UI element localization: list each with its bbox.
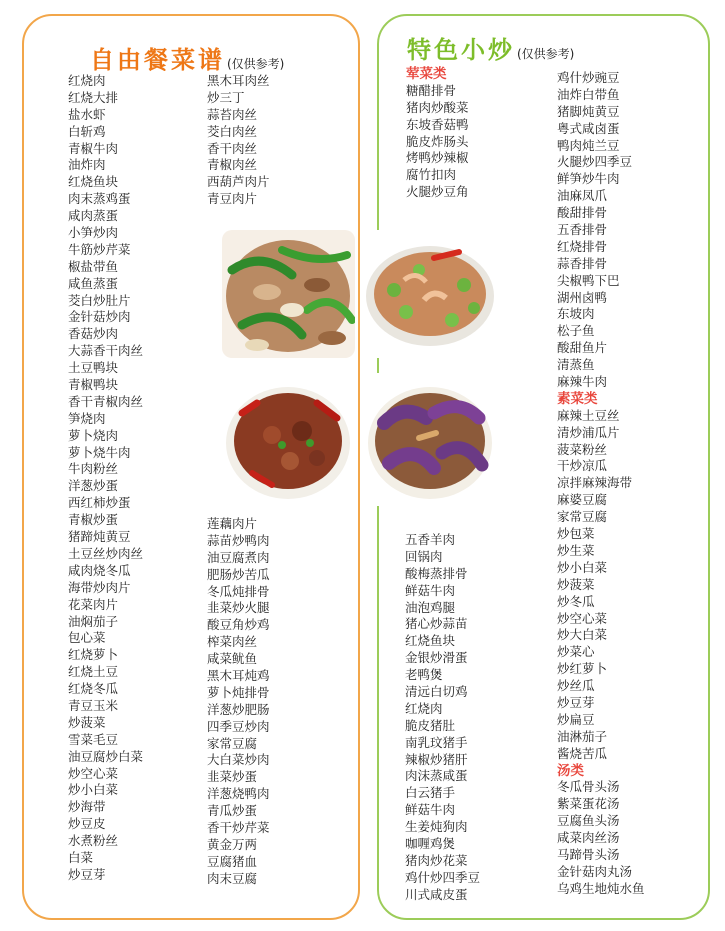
- menu-item: 糖醋排骨: [406, 82, 457, 98]
- menu-item: 肉末蒸鸡蛋: [68, 191, 131, 207]
- menu-item: 笋烧肉: [68, 410, 106, 426]
- menu-item: 咸肉烧冬瓜: [68, 562, 131, 578]
- menu-item: 豆腐猪血: [207, 853, 258, 869]
- menu-item: 猪心炒蒜苗: [405, 616, 468, 632]
- free-menu-title: 自由餐菜谱 (仅供参考): [90, 46, 285, 74]
- menu-item: 椒盐带鱼: [68, 258, 119, 274]
- meat-list-top: [406, 83, 469, 201]
- menu-item: 鲜菇牛肉: [405, 582, 456, 598]
- menu-item: 花菜肉片: [68, 596, 119, 612]
- menu-item: 鸡什炒豌豆: [557, 70, 620, 85]
- menu-item: 香干肉丝: [207, 140, 258, 156]
- menu-item: 油豆腐炒白菜: [68, 748, 144, 764]
- menu-item: 香干炒芹菜: [207, 820, 270, 836]
- menu-item: 咸肉蒸蛋: [68, 208, 119, 224]
- free-menu-column-1: [68, 73, 143, 884]
- menu-item: 青椒肉丝: [207, 157, 258, 173]
- menu-item: 蒜苔肉丝: [207, 106, 258, 122]
- menu-item: 红烧肉: [405, 700, 443, 716]
- menu-item: 马蹄骨头汤: [557, 846, 620, 862]
- menu-item: 四季豆炒肉: [207, 718, 270, 734]
- menu-item: 黑木耳炖鸡: [207, 668, 270, 684]
- menu-item: 韭菜炒火腿: [207, 600, 270, 616]
- menu-item: 油炸白带鱼: [557, 86, 620, 102]
- menu-item: 粤式咸卤蛋: [557, 120, 620, 136]
- menu-item: 干炒凉瓜: [557, 458, 608, 474]
- menu-item: 金针菇肉丸汤: [557, 863, 633, 879]
- menu-item: 酸甜排骨: [557, 205, 608, 221]
- menu-item: 清蒸鱼: [557, 357, 595, 373]
- veg-list: [557, 408, 645, 763]
- menu-item: 腐竹扣肉: [406, 167, 457, 183]
- menu-item: 紫菜蛋花汤: [557, 796, 620, 812]
- menu-item: 鸭肉炖兰豆: [557, 137, 620, 153]
- menu-item: 青豆玉米: [68, 697, 119, 713]
- menu-item: 牛肉粉丝: [68, 461, 119, 477]
- menu-item: 炒三丁: [207, 89, 245, 105]
- menu-item: 湖州卤鸭: [557, 289, 608, 305]
- menu-item: 生姜炖狗肉: [405, 819, 468, 835]
- meat-list-col2: [557, 70, 645, 391]
- menu-item: 油豆腐煮肉: [207, 549, 270, 565]
- menu-item: 麻辣牛肉: [557, 374, 608, 390]
- menu-item: 乌鸡生地炖水鱼: [557, 880, 645, 896]
- menu-item: 青椒鸭块: [68, 377, 119, 393]
- menu-item: 五香羊肉: [405, 532, 456, 547]
- menu-item: 猪脚炖黄豆: [557, 103, 620, 119]
- menu-item: 咖喱鸡煲: [405, 836, 456, 852]
- menu-item: 红烧肉: [68, 73, 106, 88]
- free-menu-column-2-top: [207, 73, 270, 208]
- menu-item: 鲜笋炒牛肉: [557, 171, 620, 187]
- shrimp-edamame-photo: [364, 230, 496, 358]
- menu-item: 豆腐鱼头汤: [557, 813, 620, 829]
- menu-item: 蒜香排骨: [557, 255, 608, 271]
- menu-item: 麻婆豆腐: [557, 492, 608, 508]
- menu-item: 炒菠菜: [557, 576, 595, 592]
- menu-item: 大蒜香干肉丝: [68, 343, 144, 359]
- menu-item: 松子鱼: [557, 323, 595, 339]
- menu-item: 黑木耳肉丝: [207, 73, 270, 88]
- menu-item: 水煮粉丝: [68, 833, 119, 849]
- menu-item: 红烧排骨: [557, 238, 608, 254]
- menu-item: 牛筋炒芹菜: [68, 241, 131, 257]
- chili-pork-dish-photo: [222, 373, 355, 506]
- special-column-2: [557, 70, 645, 898]
- menu-item: 烤鸭炒辣椒: [406, 150, 469, 166]
- menu-item: 白斩鸡: [68, 123, 106, 139]
- menu-item: 茭白肉丝: [207, 123, 258, 139]
- stir-fry-pepper-meat-photo: [222, 230, 355, 358]
- menu-item: 家常豆腐: [207, 735, 258, 751]
- free-menu-note: (仅供参考): [227, 57, 285, 71]
- menu-item: 脆皮炸肠头: [406, 133, 469, 149]
- menu-item: 菠菜粉丝: [557, 441, 608, 457]
- meat-category-label: 荤菜类: [406, 66, 447, 82]
- menu-item: 红烧土豆: [68, 664, 119, 680]
- menu-item: 鸡什炒四季豆: [405, 869, 481, 885]
- menu-item: 辣椒炒猪肝: [405, 751, 468, 767]
- menu-item: 红烧冬瓜: [68, 681, 119, 697]
- menu-item: 海带炒肉片: [68, 579, 131, 595]
- menu-item: 萝卜烧牛肉: [68, 444, 131, 460]
- menu-item: 大白菜炒肉: [207, 752, 270, 768]
- menu-item: 猪肉炒花菜: [405, 852, 468, 868]
- veg-category-label: 素菜类: [557, 390, 598, 407]
- menu-item: 红烧大排: [68, 89, 119, 105]
- menu-item: 黄金万两: [207, 836, 258, 852]
- menu-item: 麻辣土豆丝: [557, 407, 620, 423]
- menu-item: 炒菠菜: [68, 714, 106, 730]
- menu-item: 咸鱼蒸蛋: [68, 275, 119, 291]
- menu-item: 家常豆腐: [557, 509, 608, 525]
- menu-item: 五香排骨: [557, 222, 608, 238]
- menu-item: 红烧萝卜: [68, 647, 119, 663]
- menu-item: 东坡肉: [557, 306, 595, 322]
- menu-item: 炒豆芽: [557, 694, 595, 710]
- menu-item: 尖椒鸭下巴: [557, 272, 620, 288]
- menu-item: 香干青椒肉丝: [68, 393, 144, 409]
- menu-item: 洋葱烧鸭肉: [207, 786, 270, 802]
- menu-item: 火腿炒四季豆: [557, 154, 633, 170]
- menu-item: 油焖茄子: [68, 613, 119, 629]
- menu-item: 炒豆皮: [68, 816, 106, 832]
- free-menu-column-2-bottom: [207, 516, 270, 888]
- menu-item: 老鸭煲: [405, 667, 443, 683]
- menu-item: 炒菜心: [557, 644, 595, 660]
- menu-item: 油淋茄子: [557, 728, 608, 744]
- menu-item: 肉末豆腐: [207, 870, 258, 886]
- menu-item: 雪菜毛豆: [68, 731, 119, 747]
- menu-item: 炒大白菜: [557, 627, 608, 643]
- menu-item: 油麻凤爪: [557, 188, 608, 204]
- menu-item: 炒小白菜: [68, 782, 119, 798]
- menu-item: 炒生菜: [557, 542, 595, 558]
- menu-item: 猪蹄炖黄豆: [68, 529, 131, 545]
- menu-item: 酸甜鱼片: [557, 340, 608, 356]
- menu-item: 猪肉炒酸菜: [406, 99, 469, 115]
- menu-item: 炒海带: [68, 799, 106, 815]
- menu-item: 炒小白菜: [557, 559, 608, 575]
- menu-item: 洋葱炒肥肠: [207, 701, 270, 717]
- menu-item: 西葫芦肉片: [207, 174, 270, 190]
- menu-item: 川式咸皮蛋: [405, 886, 468, 902]
- menu-item: 洋葱炒蛋: [68, 478, 119, 494]
- menu-item: 肥肠炒苦瓜: [207, 566, 270, 582]
- menu-item: 清远白切鸡: [405, 684, 468, 700]
- menu-item: 莲藕肉片: [207, 516, 258, 531]
- menu-item: 酸豆角炒鸡: [207, 617, 270, 633]
- menu-item: 炒丝瓜: [557, 678, 595, 694]
- special-column-1-bottom: [405, 532, 480, 904]
- menu-item: 土豆鸭块: [68, 360, 119, 376]
- menu-item: 清炒浦瓜片: [557, 424, 620, 440]
- menu-item: 回锅肉: [405, 548, 443, 564]
- menu-item: 冬瓜炖排骨: [207, 583, 270, 599]
- menu-item: 韭菜炒蛋: [207, 769, 258, 785]
- menu-item: 西红柿炒蛋: [68, 495, 131, 511]
- menu-item: 青椒牛肉: [68, 140, 119, 156]
- menu-item: 盐水虾: [68, 106, 106, 122]
- soup-category-label: 汤类: [557, 762, 584, 779]
- menu-item: 炒豆芽: [68, 866, 106, 882]
- special-menu-note: (仅供参考): [517, 47, 575, 61]
- menu-item: 金针菇炒肉: [68, 309, 131, 325]
- menu-item: 油炸肉: [68, 157, 106, 173]
- menu-item: 土豆丝炒肉丝: [68, 545, 144, 561]
- menu-item: 白菜: [68, 849, 94, 865]
- menu-item: 炒红萝卜: [557, 661, 608, 677]
- menu-item: 青椒炒蛋: [68, 512, 119, 528]
- menu-item: 咸菜肉丝汤: [557, 830, 620, 846]
- menu-item: 炒包菜: [557, 526, 595, 542]
- menu-item: 炒空心菜: [68, 765, 119, 781]
- menu-item: 小笋炒肉: [68, 225, 119, 241]
- menu-item: 肉沫蒸咸蛋: [405, 768, 468, 784]
- menu-item: 青豆肉片: [207, 191, 258, 207]
- menu-item: 东坡香菇鸭: [406, 116, 469, 132]
- menu-item: 酱烧苦瓜: [557, 745, 608, 761]
- menu-item: 炒冬瓜: [557, 593, 595, 609]
- menu-item: 火腿炒豆角: [406, 184, 469, 200]
- menu-item: 脆皮猪肚: [405, 717, 456, 733]
- menu-item: 萝卜烧肉: [68, 427, 119, 443]
- menu-item: 红烧鱼块: [68, 174, 119, 190]
- menu-item: 炒扁豆: [557, 711, 595, 727]
- menu-item: 鲜菇牛肉: [405, 802, 456, 818]
- menu-item: 金银炒滑蛋: [405, 650, 468, 666]
- special-column-1-top: [406, 66, 469, 201]
- braised-eggplant-photo: [364, 373, 496, 506]
- menu-item: 萝卜炖排骨: [207, 684, 270, 700]
- special-menu-title: 特色小炒 (仅供参考): [407, 36, 575, 64]
- menu-item: 榨菜肉丝: [207, 634, 258, 650]
- menu-item: 咸菜鱿鱼: [207, 651, 258, 667]
- menu-item: 炒空心菜: [557, 610, 608, 626]
- menu-item: 白云猪手: [405, 785, 456, 801]
- menu-item: 酸梅蒸排骨: [405, 565, 468, 581]
- menu-item: 包心菜: [68, 630, 106, 646]
- menu-item: 油泡鸡腿: [405, 599, 456, 615]
- menu-item: 香菇炒肉: [68, 326, 119, 342]
- menu-item: 凉拌麻辣海带: [557, 475, 633, 491]
- menu-item: 蒜苗炒鸭肉: [207, 532, 270, 548]
- menu-item: 茭白炒肚片: [68, 292, 131, 308]
- menu-item: 红烧鱼块: [405, 633, 456, 649]
- menu-item: 南乳玟猪手: [405, 734, 468, 750]
- menu-item: 冬瓜骨头汤: [557, 779, 620, 795]
- soup-list: [557, 779, 645, 897]
- menu-item: 青瓜炒蛋: [207, 803, 258, 819]
